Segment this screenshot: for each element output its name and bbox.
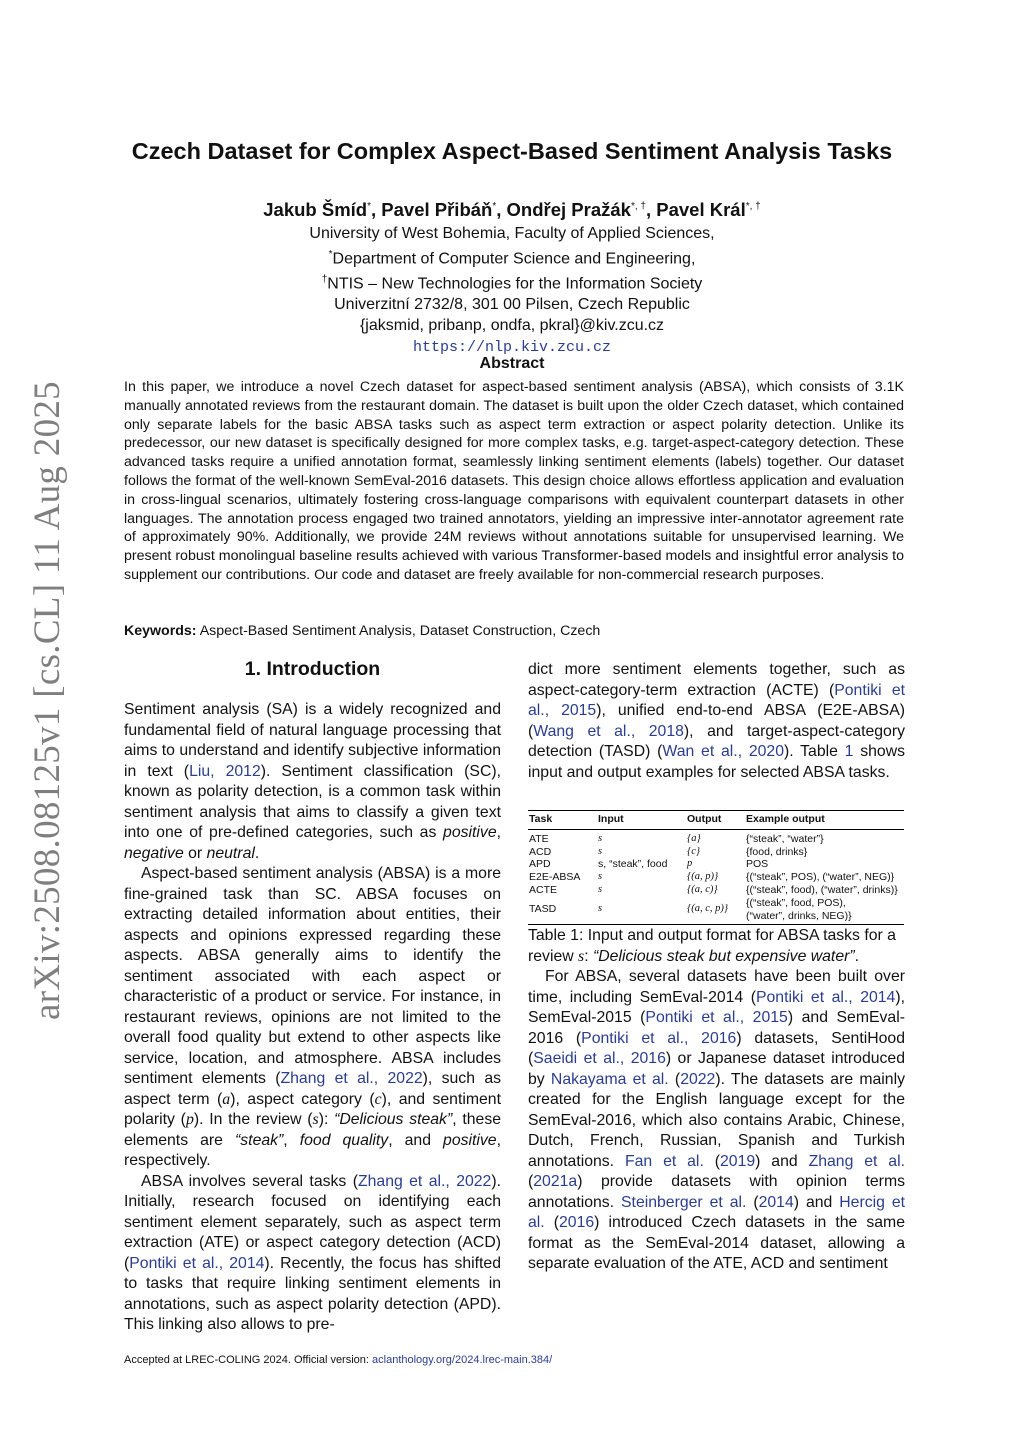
- table-cell-input: s: [597, 897, 686, 925]
- citation-link[interactable]: [533, 1050, 666, 1067]
- department-mark: *: [328, 248, 333, 260]
- table-cell-output: {c}: [687, 845, 701, 857]
- abstract-heading: Abstract: [479, 355, 545, 372]
- citation-link[interactable]: [189, 763, 261, 780]
- table-cell-output: p: [687, 858, 693, 870]
- text-run: , respectively.: [124, 1131, 501, 1169]
- author-name: Jakub Šmíd: [263, 199, 368, 220]
- citation-year-link[interactable]: 2021a: [533, 1173, 578, 1191]
- citation-link[interactable]: Zhang et al.: [808, 1152, 905, 1170]
- table-cell-input: s: [598, 832, 603, 844]
- author-mark: *: [492, 200, 497, 212]
- right-paragraph-2: [528, 967, 905, 1275]
- citation-author: Pontiki et al.: [755, 988, 849, 1006]
- table-cell-example: {(“steak”, POS), (“water”, NEG)}: [746, 871, 895, 884]
- lab-url-link[interactable]: https://nlp.kiv.zcu.cz: [412, 338, 612, 356]
- text-run: ,: [544, 702, 562, 719]
- text-run: For ABSA, several datasets have been built over time, including SemEval-2014 (: [528, 968, 905, 1006]
- table-1: [528, 810, 905, 925]
- table-header-cell: Task: [528, 811, 597, 830]
- citation-year-link[interactable]: 2014: [758, 1193, 794, 1211]
- text-run: (: [746, 1193, 759, 1211]
- citation-link[interactable]: Fan et al.: [624, 1152, 704, 1170]
- text-run: ), aspect category (: [230, 1090, 375, 1108]
- author-mark: *, †: [630, 200, 646, 212]
- italic-term: food quality: [299, 1131, 389, 1149]
- citation-link[interactable]: [756, 989, 895, 1006]
- citation-year: 2022: [387, 1070, 423, 1087]
- text-run: ,: [496, 824, 501, 841]
- citation-author: Liu: [189, 762, 211, 780]
- citation-author: Wang et al.: [533, 722, 631, 740]
- text-run: , and: [388, 1131, 444, 1149]
- math-symbol: c: [374, 1090, 382, 1108]
- author-name: Ondřej Pražák: [506, 199, 631, 220]
- citation-link[interactable]: [662, 743, 784, 760]
- table-cell-task: APD: [529, 858, 551, 871]
- text-run: , these elements are: [124, 1111, 501, 1149]
- math-symbol: s: [312, 1111, 319, 1128]
- text-run: ,: [848, 988, 861, 1006]
- citation-link[interactable]: [129, 1255, 264, 1272]
- table-cell-task: ACD: [529, 845, 552, 858]
- example-line: {(“steak”, food, POS),: [746, 896, 846, 909]
- citation-year: 2014: [860, 988, 896, 1006]
- text-run: ):: [318, 1111, 335, 1128]
- citation-link[interactable]: Hercig et al.: [528, 1193, 906, 1232]
- text-run: ABSA involves several tasks (: [141, 1172, 358, 1190]
- text-run: ,: [683, 1029, 702, 1047]
- section-heading-introduction: 1. Introduction: [244, 658, 381, 680]
- keywords-label: Keywords:: [124, 623, 197, 639]
- text-run: ), unified end-to-end ABSA (E2E-ABSA) (: [528, 702, 905, 740]
- text-run: (: [668, 1070, 681, 1088]
- citation-link[interactable]: [358, 1173, 491, 1190]
- text-run: :: [584, 948, 593, 966]
- intro-paragraph-3: [124, 1172, 501, 1336]
- text-run: ,: [283, 1131, 300, 1149]
- citation-author: Pontiki et al.: [581, 1029, 684, 1047]
- right-paragraph-1: [528, 660, 905, 783]
- author-name: Pavel Přibáň: [381, 199, 493, 220]
- table-row: [528, 846, 904, 859]
- text-run: ). Recently, the focus has shifted to tasks that require linking sentiment elements in annotations, such as aspect polarity detection (APD). This linking also allows to pre-: [124, 1254, 501, 1333]
- citation-link[interactable]: [645, 1009, 787, 1026]
- affiliation-ntis: [100, 270, 924, 295]
- keywords-line: [124, 623, 904, 639]
- text-run: ) and SemEval-2016 (: [528, 1009, 905, 1047]
- citation-author: Zhang et al.: [280, 1070, 374, 1087]
- table-cell-task: ATE: [529, 832, 549, 845]
- citation-author: Zhang et al.: [357, 1172, 446, 1190]
- text-run: (: [703, 1152, 720, 1170]
- citation-year: 2016: [630, 1050, 666, 1068]
- citation-year: 2016: [701, 1029, 737, 1047]
- text-run: shows input and output examples for selected ABSA tasks.: [528, 743, 906, 781]
- author-name: Pavel Král: [656, 199, 746, 220]
- italic-term: “Delicious steak but expensive water”: [592, 948, 855, 966]
- text-run: (: [544, 1214, 560, 1232]
- table-cell-input: s: [598, 883, 603, 895]
- citation-author: Pontiki et al.: [129, 1254, 219, 1272]
- table-cell-output: {(a, p)}: [687, 871, 719, 883]
- citation-year-link[interactable]: 2022: [680, 1070, 716, 1088]
- text-run: ). Initially, research focused on identifying each sentiment element separately, such as aspect term extraction (ATE) or aspect category detection (ACD) (: [124, 1172, 501, 1272]
- italic-term: negative: [124, 844, 184, 862]
- citation-year: 2014: [229, 1254, 265, 1272]
- text-run: ,: [619, 1050, 631, 1068]
- table-caption: [528, 925, 905, 967]
- text-run: Aspect-based sentiment analysis (ABSA) is a more fine-grained task than SC. ABSA focuses on extracting detailed information about entities, their aspects and opinions expressed regarding these aspects. ABSA generally aims to identify the sentiment associated with each aspect or characteristic of a product or service. For instance, in restaurant reviews, opinions are not limited to the overall food quality but extend to other aspects like service, location, and atmosphere. ABSA includes sentiment elements (: [124, 865, 501, 1087]
- table-row: [528, 858, 904, 871]
- text-run: ,: [210, 762, 226, 780]
- text-run: ,: [218, 1254, 230, 1272]
- text-run: (: [528, 1173, 534, 1191]
- text-run: ,: [445, 1172, 457, 1190]
- table-row: [528, 871, 904, 884]
- table-row: [528, 829, 904, 845]
- abstract-text: In this paper, we introduce a novel Czech dataset for aspect-based sentiment analysis (ABSA), which consists of 3.1K manually annotated reviews from the restaurant domain. The dataset is built upon the older Czech dataset, which contained only separate labels for the basic ABSA tasks such as aspect term extraction or aspect polarity detection. Unlike its predecessor, our new dataset is specifically designed for more complex tasks, e.g. target-aspect-category detection. These advanced tasks require a unified annotation format, seamlessly linking sentiment elements (labels) together. Our dataset follows the format of the well-known SemEval-2016 datasets. This design choice allows effortless application and evaluation in cross-lingual scenarios, ultimately fostering cross-language comparisons with equivalent counterpart datasets in other languages. The annotation process engaged two trained annotators, yielding an impressive inter-annotator agreement rate of approximately 90%. Additionally, we provide 24M reviews without annotations suitable for unsupervised learning. We present robust monolingual baseline results achieved with various Transformer-based models and insightful error analysis to supplement our contributions. Our code and dataset are freely available for non-commercial research purposes.: [124, 379, 904, 583]
- affiliation-department: [100, 245, 924, 270]
- citation-link[interactable]: [280, 1070, 422, 1087]
- table-cell-output: {(a, c, p)}: [686, 897, 745, 925]
- right-column: [528, 660, 905, 1275]
- absa-task-table: [528, 810, 904, 925]
- text-run: .: [254, 844, 260, 862]
- table-cell-task: ACTE: [529, 883, 558, 896]
- text-run: ,: [630, 722, 649, 740]
- citation-link[interactable]: Steinberger et al.: [621, 1193, 747, 1211]
- author-mark: *, †: [745, 200, 761, 212]
- text-run: Sentiment analysis (SA) is a widely recognized and fundamental field of natural language processing that aims to understand and identify subjective information in text (: [124, 701, 501, 780]
- table-cell-input: s: [598, 845, 603, 857]
- citation-author: Wan et al.: [662, 743, 738, 760]
- official-version-link[interactable]: aclanthology.org/2024.lrec-main.384/: [372, 1354, 553, 1366]
- citation-year: 2020: [748, 743, 784, 760]
- text-run: ), and target-aspect-category detection (TASD) (: [528, 722, 905, 760]
- italic-term: neutral: [206, 844, 255, 862]
- citation-link[interactable]: [533, 723, 684, 740]
- text-run: ). In the review (: [193, 1111, 313, 1128]
- table-cell-input: s: [598, 871, 603, 883]
- citation-year: 2015: [561, 702, 597, 719]
- citation-year-link[interactable]: 2016: [559, 1214, 595, 1232]
- citation-author: Pontiki et al.: [528, 681, 905, 719]
- ntis-mark: †: [321, 273, 328, 285]
- intro-paragraph-2: [124, 864, 501, 1172]
- text-run: or: [183, 844, 207, 862]
- math-symbol: p: [185, 1111, 194, 1128]
- text-run: ). Table: [784, 743, 845, 760]
- citation-link[interactable]: [581, 1030, 736, 1047]
- text-run: ) or Japanese dataset introduced by: [528, 1050, 905, 1088]
- text-run: .: [854, 948, 860, 966]
- table-cell-task: E2E-ABSA: [529, 871, 581, 884]
- table-reference-link[interactable]: 1: [844, 743, 854, 760]
- italic-term: “Delicious steak”: [334, 1111, 453, 1128]
- citation-year: 2018: [648, 722, 684, 740]
- table-cell-example: [745, 897, 904, 925]
- text-run: ), and sentiment polarity (: [124, 1090, 501, 1128]
- affiliation-university: University of West Bohemia, Faculty of Applied Sciences,: [309, 225, 715, 242]
- table-cell-task: TASD: [528, 897, 597, 925]
- text-run: ) and: [793, 1193, 840, 1211]
- department-text: Department of Computer Science and Engineering,: [332, 250, 696, 268]
- table-header-cell: Input: [597, 811, 686, 830]
- italic-term: “steak”: [235, 1131, 284, 1149]
- author-mark: *: [367, 200, 371, 212]
- text-run: ), SemEval-2015 (: [528, 988, 905, 1027]
- arxiv-identifier: arXiv:2508.08125v1 [cs.CL] 11 Aug 2025: [27, 381, 68, 1020]
- affiliation-address: Univerzitní 2732/8, 301 00 Pilsen, Czech Republic: [334, 296, 690, 314]
- math-symbol: s: [578, 948, 585, 966]
- citation-year: 2012: [225, 762, 261, 780]
- text-run: ). The datasets are mainly created for the English language except for the SemEval-2016, which also contains Arabic, Chinese, Dutch, French, Russian, Spanish and Turkish annotations.: [528, 1070, 905, 1170]
- italic-term: positive: [443, 824, 497, 841]
- citation-link[interactable]: Nakayama et al.: [550, 1070, 669, 1088]
- keywords-text: Aspect-Based Sentiment Analysis, Dataset Construction, Czech: [199, 623, 601, 639]
- table-row: [528, 884, 904, 897]
- citation-year: 2022: [456, 1172, 492, 1190]
- author-list: Jakub Šmíd*, Pavel Přibáň*, Ondřej Pražák*, †, Pavel Král*, †: [263, 199, 761, 220]
- ntis-text: NTIS – New Technologies for the Information Society: [327, 275, 703, 293]
- table-header-cell: Example output: [745, 811, 904, 830]
- footer-text: Accepted at LREC-COLING 2024. Official version:: [124, 1354, 373, 1366]
- intro-paragraph-1: [124, 700, 501, 864]
- text-run: dict more sentiment elements together, such as aspect-category-term extraction (ACTE) (: [528, 661, 905, 699]
- page-footer: [124, 1354, 552, 1366]
- example-line: (“water”, drinks, NEG)}: [746, 909, 852, 922]
- text-run: ) provide datasets with opinion terms annotations.: [528, 1173, 905, 1211]
- citation-year-link[interactable]: 2019: [720, 1152, 756, 1170]
- table-cell-output: {(a, c)}: [687, 883, 718, 895]
- text-run: ) datasets, SentiHood (: [528, 1029, 905, 1068]
- text-run: Table 1: Input and output format for ABSA tasks for a review: [528, 927, 896, 966]
- table-cell-output: {a}: [687, 832, 701, 844]
- italic-term: positive: [443, 1131, 497, 1149]
- table-cell-example: {(“steak”, food), (“water”, drinks)}: [746, 883, 898, 896]
- citation-author: Saeidi et al.: [533, 1050, 620, 1068]
- text-run: ). Sentiment classification (SC), known as polarity detection, is a common task within sentiment analysis that aims to classify a given text into one of pre-defined categories, such as: [124, 762, 502, 841]
- table-row: [528, 897, 904, 925]
- affiliation-block: [100, 224, 924, 358]
- text-run: ,: [373, 1070, 388, 1087]
- text-run: ,: [737, 743, 749, 760]
- author-emails: {jaksmid, pribanp, ondfa, pkral}@kiv.zcu.cz: [359, 316, 665, 334]
- text-run: ) and: [755, 1152, 809, 1170]
- left-column: [124, 657, 501, 1336]
- citation-year: 2015: [752, 1009, 788, 1027]
- table-cell-input: s, “steak”, food: [598, 858, 668, 871]
- table-cell-example: {food, drinks}: [746, 845, 808, 858]
- table-header-cell: Output: [686, 811, 745, 830]
- table-cell-example: {“steak”, “water”}: [746, 832, 824, 845]
- table-header-row: [528, 811, 904, 830]
- text-run: ), such as aspect term (: [124, 1070, 501, 1108]
- text-run: ,: [739, 1009, 753, 1027]
- citation-author: Pontiki et al.: [645, 1009, 740, 1027]
- math-symbol: a: [222, 1090, 231, 1108]
- paper-title: Czech Dataset for Complex Aspect-Based Sentiment Analysis Tasks: [131, 138, 893, 164]
- table-cell-example: POS: [746, 858, 769, 871]
- text-run: ) introduced Czech datasets in the same format as the SemEval-2014 dataset, allowing a separate evaluation of the ATE, ACD and sentiment: [528, 1214, 905, 1273]
